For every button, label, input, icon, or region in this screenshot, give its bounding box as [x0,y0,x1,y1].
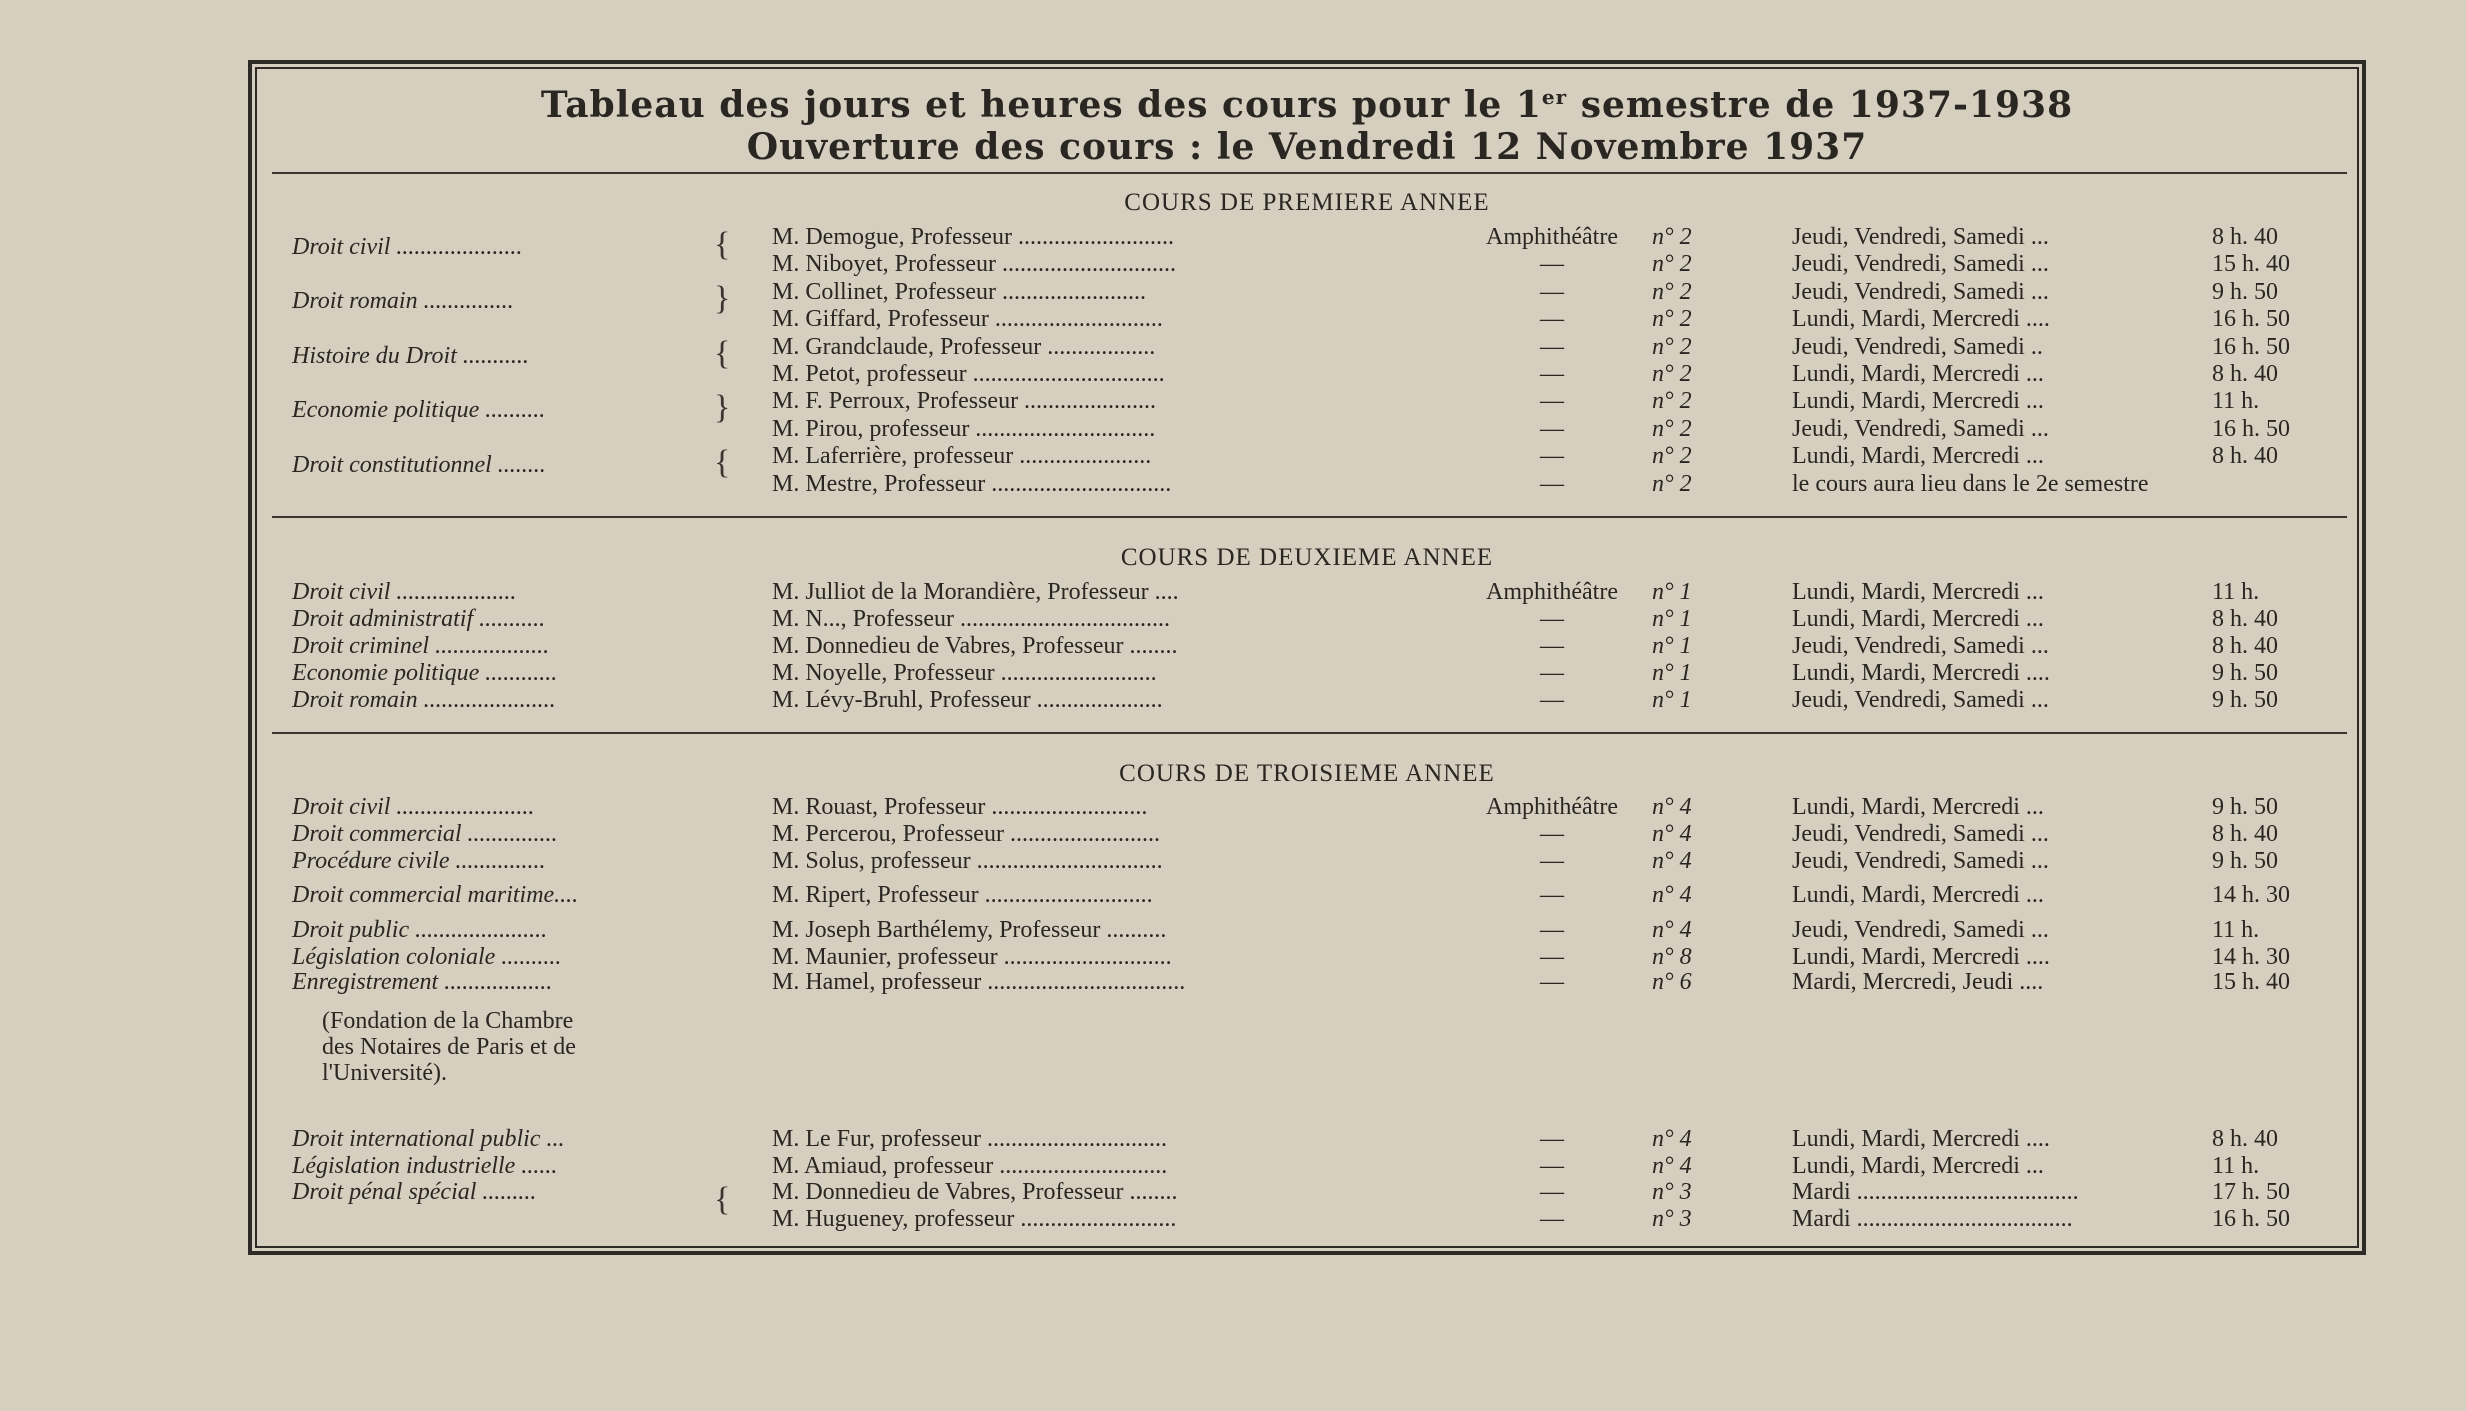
room-number: n° 2 [1652,224,1692,250]
hour: 8 h. 40 [2212,606,2278,632]
room-number: n° 1 [1652,633,1692,659]
section-heading: COURS DE PREMIERE ANNEE [1124,189,1490,216]
room: — [1540,606,1564,632]
professor: M. Giffard, Professeur ............................ [772,306,1163,333]
hour: 8 h. 40 [2212,224,2278,250]
professor: M. F. Perroux, Professeur ...................... [772,388,1157,415]
room-number: n° 1 [1652,606,1692,632]
subject: Droit commercial maritime.... [292,882,579,908]
note-line: des Notaires de Paris et de [322,1034,576,1060]
days: Lundi, Mardi, Mercredi ... [1792,1153,2044,1179]
hour: 11 h. [2212,917,2260,943]
professor: M. Hugueney, professeur .......................... [772,1206,1177,1232]
note [322,1008,576,1086]
table-row [252,633,2362,660]
hour: 16 h. 50 [2212,333,2290,360]
hour: 15 h. 40 [2212,251,2290,278]
table-row [252,917,2362,944]
room: — [1540,848,1564,874]
table-row [252,944,2362,971]
room: — [1540,944,1564,970]
room-number: n° 2 [1652,278,1692,305]
room-number: n° 4 [1652,794,1692,820]
table-row [252,306,2362,333]
subject: Enregistrement .................. [292,969,553,995]
room-number: n° 3 [1652,1206,1692,1232]
table-row [252,334,2362,361]
table-row [252,848,2362,875]
room: — [1540,1153,1564,1179]
hour: 16 h. 50 [2212,415,2290,442]
schedule-table [248,60,2366,1255]
professor: M. Collinet, Professeur ........................ [772,278,1146,305]
professor: M. Laferrière, professeur ...................... [772,443,1152,470]
days: Mardi, Mercredi, Jeudi .... [1792,969,2044,995]
room-number: n° 2 [1652,388,1692,415]
room: — [1540,882,1564,908]
table-row [252,361,2362,388]
note-line: (Fondation de la Chambre [322,1008,574,1034]
title-line-1 [252,84,2362,126]
days: Lundi, Mardi, Mercredi ... [1792,882,2044,908]
hour: 9 h. 50 [2212,848,2278,874]
table-row [252,1126,2362,1153]
brace: { [714,444,731,481]
hour: 9 h. 50 [2212,278,2278,305]
subject: Droit administratif ........... [292,606,546,632]
title-line-2: Ouverture des cours : le Vendredi 12 Novembre 1937 [746,126,1868,168]
professor: M. Julliot de la Morandière, Professeur .... [772,579,1179,605]
subject: Droit international public ... [292,1126,565,1152]
table-row [252,606,2362,633]
title-part-b: semestre de 1937-1938 [1567,84,2074,126]
room: — [1540,1126,1564,1152]
professor: M. Grandclaude, Professeur .................. [772,333,1156,360]
room: — [1540,633,1564,659]
section-heading: COURS DE DEUXIEME ANNEE [1120,544,1494,571]
professor: M. Maunier, professeur ............................ [772,944,1172,970]
subject: Droit civil ..................... [292,234,523,260]
room: — [1540,917,1564,943]
room-number: n° 8 [1652,944,1692,970]
room: — [1540,969,1564,995]
table-row [252,969,2362,996]
table-row [252,794,2362,821]
table-row [252,443,2362,470]
days: Jeudi, Vendredi, Samedi ... [1792,633,2049,659]
brace: } [714,389,731,426]
professor: M. Donnedieu de Vabres, Professeur ........ [772,1179,1178,1205]
days: Lundi, Mardi, Mercredi ... [1792,606,2044,632]
room: — [1540,821,1564,847]
table-row [252,251,2362,278]
room: — [1540,1206,1564,1232]
room-number: n° 4 [1652,1126,1692,1152]
subject: Droit civil ....................... [292,794,535,820]
table-row [252,687,2362,714]
hour: 11 h. [2212,579,2260,605]
room: — [1540,687,1564,713]
room: — [1540,1179,1564,1205]
hour: 15 h. 40 [2212,969,2290,995]
days: Lundi, Mardi, Mercredi ... [1792,361,2044,387]
room: Amphithéâtre [1486,579,1618,605]
professor: M. Le Fur, professeur .............................. [772,1126,1167,1152]
room-number: n° 2 [1652,251,1692,278]
table-row [252,1206,2362,1233]
hour: 11 h. [2212,388,2260,415]
brace: { [714,335,731,372]
room-number: n° 4 [1652,882,1692,908]
room: — [1540,443,1564,470]
days: Jeudi, Vendredi, Samedi ... [1792,687,2049,713]
days: Jeudi, Vendredi, Samedi ... [1792,821,2049,847]
title-sup: er [1541,85,1568,109]
table-row [252,1179,2362,1206]
hour: 17 h. 50 [2212,1179,2290,1205]
hour: 14 h. 30 [2212,882,2290,908]
hour: 8 h. 40 [2212,821,2278,847]
professor: M. Demogue, Professeur .......................... [772,224,1174,250]
hour: 14 h. 30 [2212,944,2290,970]
days: Lundi, Mardi, Mercredi ... [1792,794,2044,820]
room-number: n° 4 [1652,848,1692,874]
days: Jeudi, Vendredi, Samedi .. [1792,333,2043,360]
professor: M. Hamel, professeur ................................. [772,969,1186,995]
subject: Droit criminel ................... [292,633,550,659]
professor: M. Lévy-Bruhl, Professeur ..................... [772,687,1163,713]
table-row [252,388,2362,415]
room: — [1540,470,1564,497]
days: Lundi, Mardi, Mercredi .... [1792,944,2050,970]
note-line: l'Université). [322,1060,447,1086]
days: Lundi, Mardi, Mercredi .... [1792,660,2050,686]
days: Jeudi, Vendredi, Samedi ... [1792,848,2049,874]
room-number: n° 4 [1652,1153,1692,1179]
subject: Droit constitutionnel ........ [292,452,546,478]
days: Mardi .................................... [1792,1206,2073,1232]
professor: M. Rouast, Professeur .......................... [772,794,1148,820]
title-part-a: Tableau des jours et heures des cours pour le 1 [540,84,1542,126]
room-number: n° 2 [1652,361,1692,387]
table-row [252,416,2362,443]
professor: M. Pirou, professeur .............................. [772,415,1156,442]
days: Lundi, Mardi, Mercredi .... [1792,1126,2050,1152]
divider [272,516,2347,518]
table-row [252,1153,2362,1180]
room-number: n° 2 [1652,415,1692,442]
subject: Droit civil .................... [292,579,517,605]
days: Mardi ..................................... [1792,1179,2079,1205]
hour: 8 h. 40 [2212,633,2278,659]
professor: M. Ripert, Professeur ............................ [772,882,1153,908]
days: Jeudi, Vendredi, Samedi ... [1792,415,2049,442]
room-number: n° 2 [1652,470,1692,497]
table-row [252,660,2362,687]
hour: 8 h. 40 [2212,361,2278,387]
professor: M. Solus, professeur ............................... [772,848,1163,874]
room-number: n° 6 [1652,969,1692,995]
table-row [252,821,2362,848]
room: — [1540,361,1564,387]
hour: 8 h. 40 [2212,443,2278,470]
room: — [1540,333,1564,360]
hour: 8 h. 40 [2212,1126,2278,1152]
room-number: n° 2 [1652,333,1692,360]
room: Amphithéâtre [1486,794,1618,820]
subject: Procédure civile ............... [292,848,546,874]
hour: 11 h. [2212,1153,2260,1179]
hour: 9 h. 50 [2212,660,2278,686]
table-row [252,279,2362,306]
days: Jeudi, Vendredi, Samedi ... [1792,251,2049,278]
room-number: n° 2 [1652,443,1692,470]
room: Amphithéâtre [1486,224,1618,250]
professor: M. N..., Professeur ................................... [772,606,1170,632]
professor: M. Mestre, Professeur .............................. [772,470,1172,497]
room: — [1540,306,1564,333]
room-number: n° 1 [1652,687,1692,713]
brace: { [714,226,731,263]
divider [272,732,2347,734]
room-number: n° 3 [1652,1179,1692,1205]
subject: Droit pénal spécial ......... [292,1179,537,1205]
days: le cours aura lieu dans le 2e semestre [1792,470,2149,497]
days: Jeudi, Vendredi, Samedi ... [1792,917,2049,943]
divider [272,172,2347,174]
professor: M. Joseph Barthélemy, Professeur .......... [772,917,1167,943]
professor: M. Niboyet, Professeur ............................. [772,251,1176,278]
room: — [1540,278,1564,305]
days: Lundi, Mardi, Mercredi .... [1792,306,2050,333]
room: — [1540,415,1564,442]
days: Lundi, Mardi, Mercredi ... [1792,443,2044,470]
days: Lundi, Mardi, Mercredi ... [1792,388,2044,415]
hour: 16 h. 50 [2212,1206,2290,1232]
table-row [252,471,2362,498]
table-row [252,224,2362,251]
room: — [1540,388,1564,415]
hour: 9 h. 50 [2212,687,2278,713]
hour: 9 h. 50 [2212,794,2278,820]
professor: M. Petot, professeur ................................ [772,361,1165,387]
subject: Economie politique .......... [292,397,546,423]
brace: } [714,280,731,317]
subject: Droit romain ............... [292,288,514,314]
subject: Histoire du Droit ........... [292,343,529,369]
professor: M. Amiaud, professeur ............................ [772,1153,1168,1179]
subject: Droit romain ...................... [292,687,556,713]
subject: Droit commercial ............... [292,821,558,847]
room: — [1540,251,1564,278]
section-heading: COURS DE TROISIEME ANNEE [1119,760,1495,787]
professor: M. Noyelle, Professeur .......................... [772,660,1157,686]
room-number: n° 1 [1652,579,1692,605]
subject: Droit public ...................... [292,917,548,943]
subject: Législation coloniale .......... [292,944,562,970]
professor: M. Donnedieu de Vabres, Professeur ........ [772,633,1178,659]
room-number: n° 2 [1652,306,1692,333]
table-row [252,882,2362,909]
room: — [1540,660,1564,686]
brace: { [714,1181,731,1218]
table-row [252,579,2362,606]
days: Lundi, Mardi, Mercredi ... [1792,579,2044,605]
room-number: n° 1 [1652,660,1692,686]
subject: Economie politique ............ [292,660,558,686]
hour: 16 h. 50 [2212,306,2290,333]
professor: M. Percerou, Professeur ......................... [772,821,1160,847]
room-number: n° 4 [1652,821,1692,847]
days: Jeudi, Vendredi, Samedi ... [1792,278,2049,305]
room-number: n° 4 [1652,917,1692,943]
days: Jeudi, Vendredi, Samedi ... [1792,224,2049,250]
subject: Législation industrielle ...... [292,1153,558,1179]
